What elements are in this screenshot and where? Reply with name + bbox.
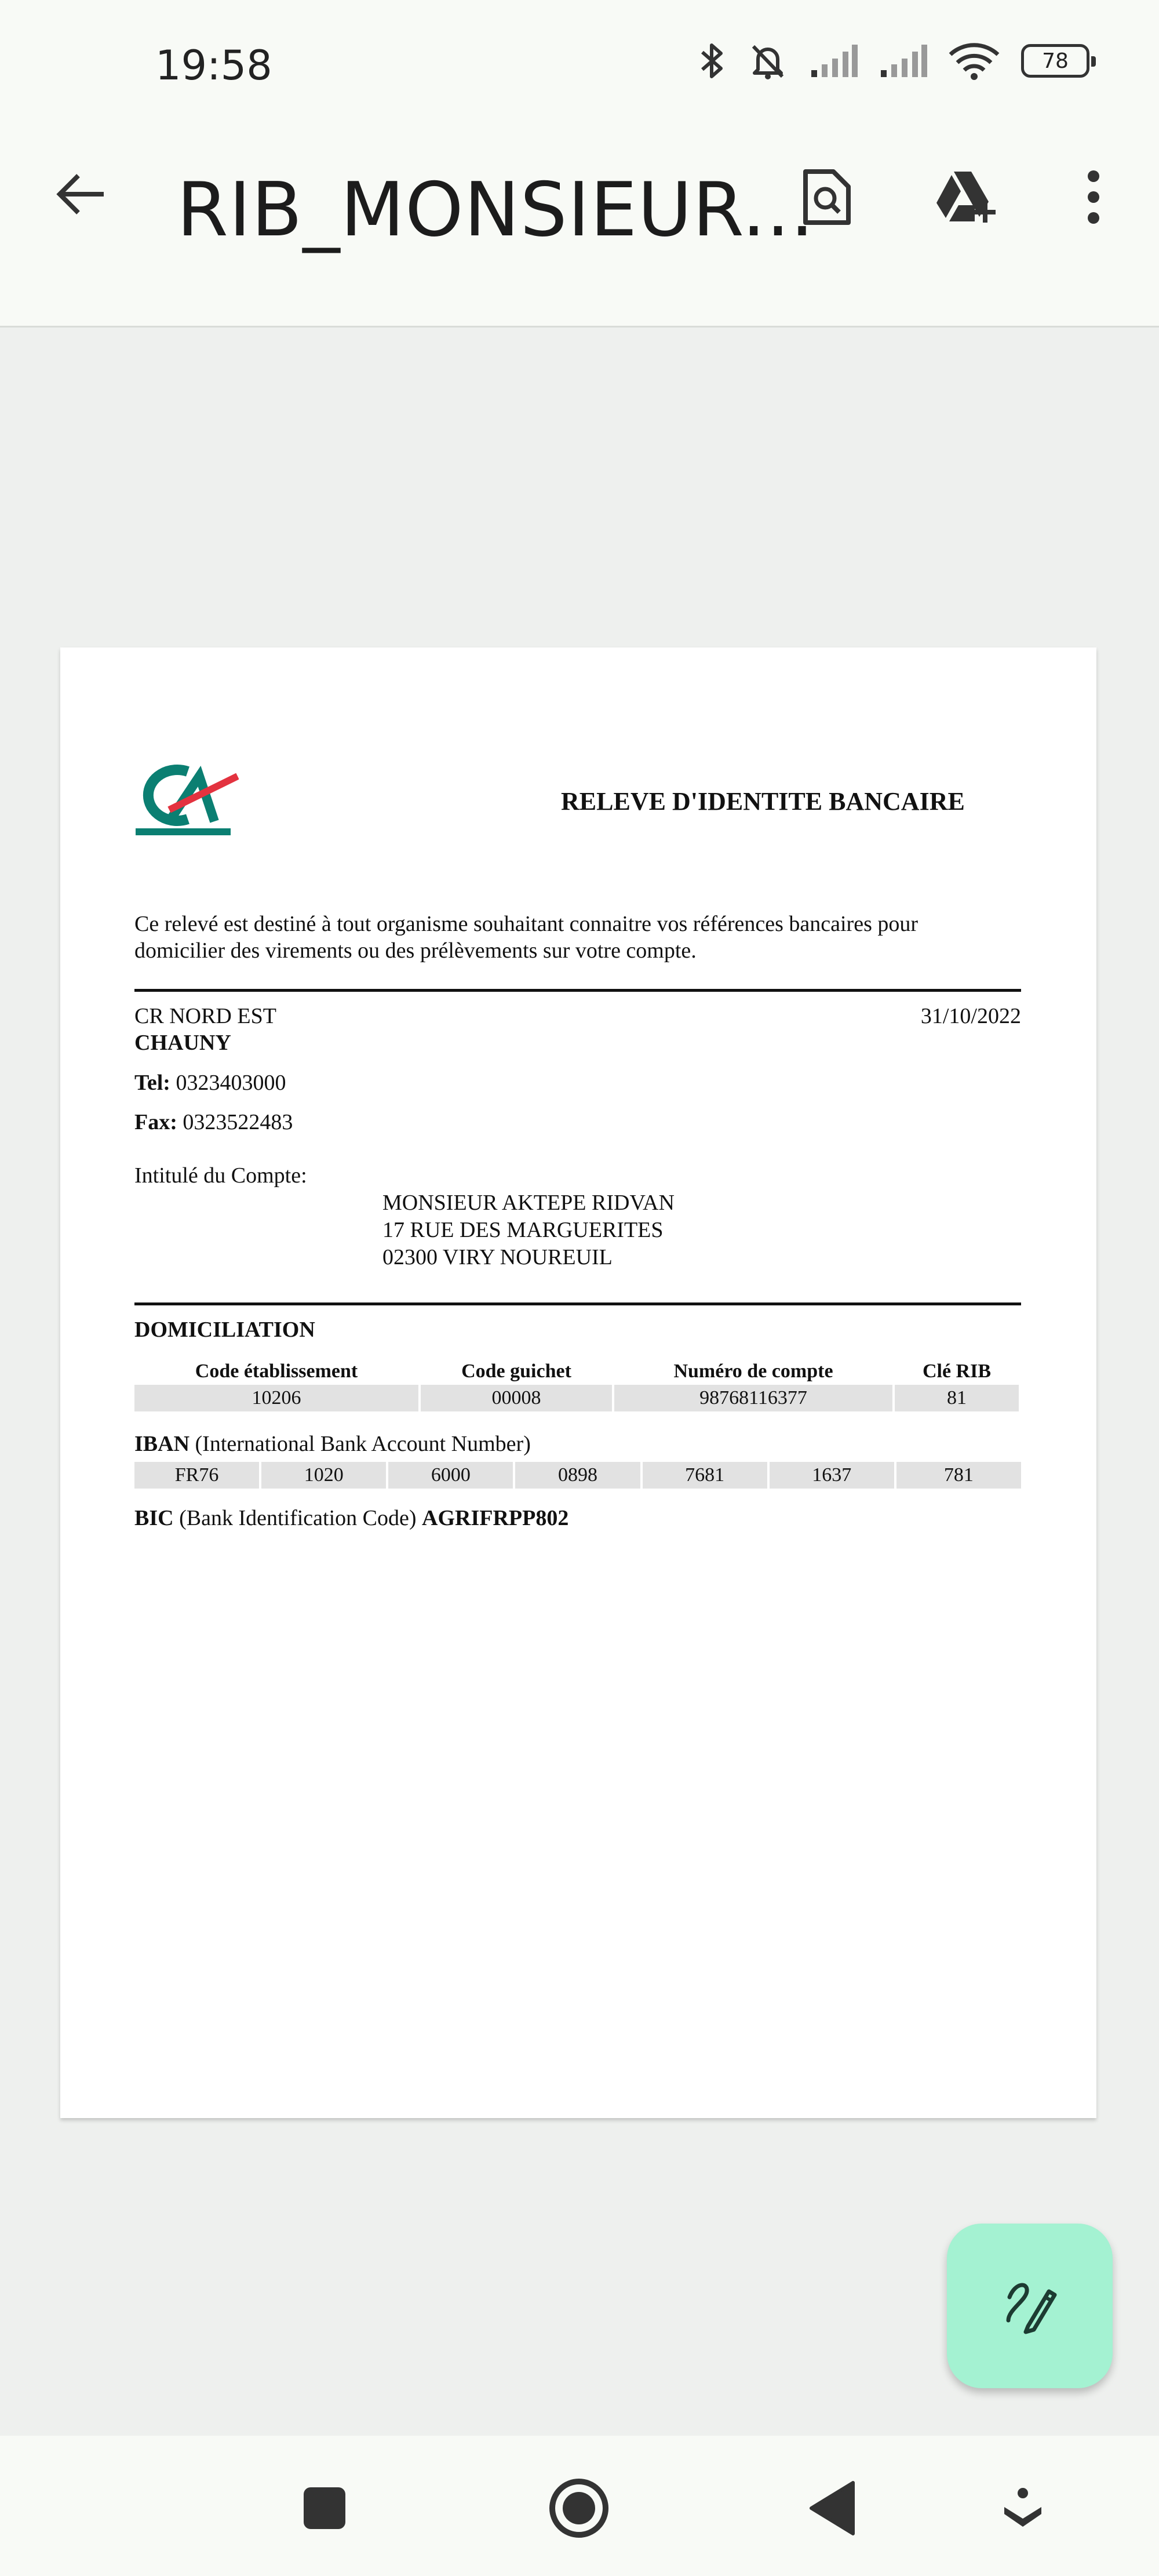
- iban-part: FR76: [134, 1462, 259, 1489]
- status-bar: [0, 0, 1159, 128]
- fax-label: Fax:: [134, 1110, 177, 1134]
- document-page: [60, 647, 1096, 2118]
- edit-fab-button[interactable]: [947, 2224, 1113, 2388]
- navigation-bar: [0, 2436, 1159, 2576]
- recents-button[interactable]: [287, 2471, 362, 2546]
- fax-line: [134, 1109, 293, 1135]
- rib-bank-code: 10206: [134, 1385, 418, 1411]
- holder-street: 17 RUE DES MARGUERITES: [382, 1218, 664, 1242]
- bic-value: AGRIFRPP802: [422, 1506, 569, 1530]
- tel-line: [134, 1070, 286, 1096]
- rib-branch-code: 00008: [421, 1385, 612, 1411]
- rib-header-rib-key: Clé RIB: [922, 1360, 992, 1382]
- holder-name: MONSIEUR AKTEPE RIDVAN: [382, 1191, 675, 1215]
- app-bar: [0, 128, 1159, 328]
- home-button[interactable]: [541, 2471, 617, 2546]
- search-in-document-button[interactable]: [789, 159, 865, 235]
- notification-button[interactable]: [985, 2471, 1060, 2546]
- iban-part: 1020: [261, 1462, 386, 1489]
- iban-line: [134, 1431, 531, 1457]
- clock: 19:58: [155, 42, 272, 89]
- bic-line: [134, 1505, 568, 1531]
- battery-level: 78: [1042, 49, 1069, 73]
- domiciliation-label: DOMICILIATION: [134, 1318, 315, 1342]
- tel-number: 0323403000: [176, 1071, 286, 1095]
- iban-label: IBAN: [134, 1432, 190, 1456]
- more-options-button[interactable]: [1056, 159, 1131, 235]
- rib-account-number: 98768116377: [614, 1385, 892, 1411]
- iban-part: 781: [896, 1462, 1021, 1489]
- iban-description: (International Bank Account Number): [195, 1432, 531, 1456]
- silent-bell-icon: [748, 41, 788, 81]
- wifi-icon: [948, 42, 1000, 80]
- iban-part: 1637: [770, 1462, 894, 1489]
- statement-date: 31/10/2022: [920, 1004, 1021, 1028]
- bluetooth-icon: [698, 41, 727, 81]
- rib-header-branch-code: Code guichet: [461, 1360, 571, 1382]
- iban-part: 7681: [643, 1462, 767, 1489]
- add-to-drive-button[interactable]: [930, 159, 1005, 235]
- tel-label: Tel:: [134, 1071, 170, 1095]
- rib-header-account-number: Numéro de compte: [673, 1360, 833, 1382]
- divider-bottom: [134, 1302, 1021, 1305]
- intro-text: [134, 911, 1038, 964]
- back-button[interactable]: [46, 159, 116, 229]
- drive-add-icon: [933, 168, 1003, 226]
- iban-part: 6000: [388, 1462, 513, 1489]
- branch-name: CHAUNY: [134, 1031, 231, 1055]
- recents-square-icon: [301, 2485, 348, 2531]
- rib-header-bank-code: Code établissement: [195, 1360, 358, 1382]
- rib-key: 81: [895, 1385, 1019, 1411]
- iban-part: 0898: [515, 1462, 640, 1489]
- edit-draw-icon: [998, 2274, 1062, 2338]
- document-title: RIB_MONSIEUR...: [177, 167, 815, 253]
- document-heading: RELEVE D'IDENTITE BANCAIRE: [561, 787, 965, 816]
- credit-agricole-logo: [134, 763, 239, 839]
- signal-1-icon: [809, 43, 858, 78]
- back-arrow-icon: [55, 171, 107, 217]
- agency-name: CR NORD EST: [134, 1004, 276, 1028]
- holder-city: 02300 VIRY NOUREUIL: [382, 1245, 613, 1269]
- intro-line-2: domicilier des virements ou des prélèvements sur votre compte.: [134, 938, 697, 963]
- account-title-label: Intitulé du Compte:: [134, 1163, 307, 1188]
- bic-description: (Bank Identification Code): [179, 1506, 417, 1530]
- intro-line-1: Ce relevé est destiné à tout organisme souhaitant connaitre vos références bancaires pour: [134, 912, 919, 936]
- back-triangle-icon: [807, 2479, 859, 2537]
- back-nav-button[interactable]: [795, 2471, 870, 2546]
- iban-table: [134, 1462, 1021, 1489]
- signal-2-icon: [879, 43, 927, 78]
- document-search-icon: [801, 168, 853, 226]
- status-icons: [698, 41, 1089, 81]
- bic-label: BIC: [134, 1506, 174, 1530]
- battery-icon: [1021, 44, 1089, 78]
- notification-down-icon: [1000, 2485, 1046, 2531]
- rib-table: [134, 1360, 1021, 1411]
- home-circle-icon: [547, 2476, 611, 2540]
- more-vert-icon: [1085, 168, 1102, 226]
- divider-top: [134, 989, 1021, 992]
- fax-number: 0323522483: [183, 1110, 293, 1134]
